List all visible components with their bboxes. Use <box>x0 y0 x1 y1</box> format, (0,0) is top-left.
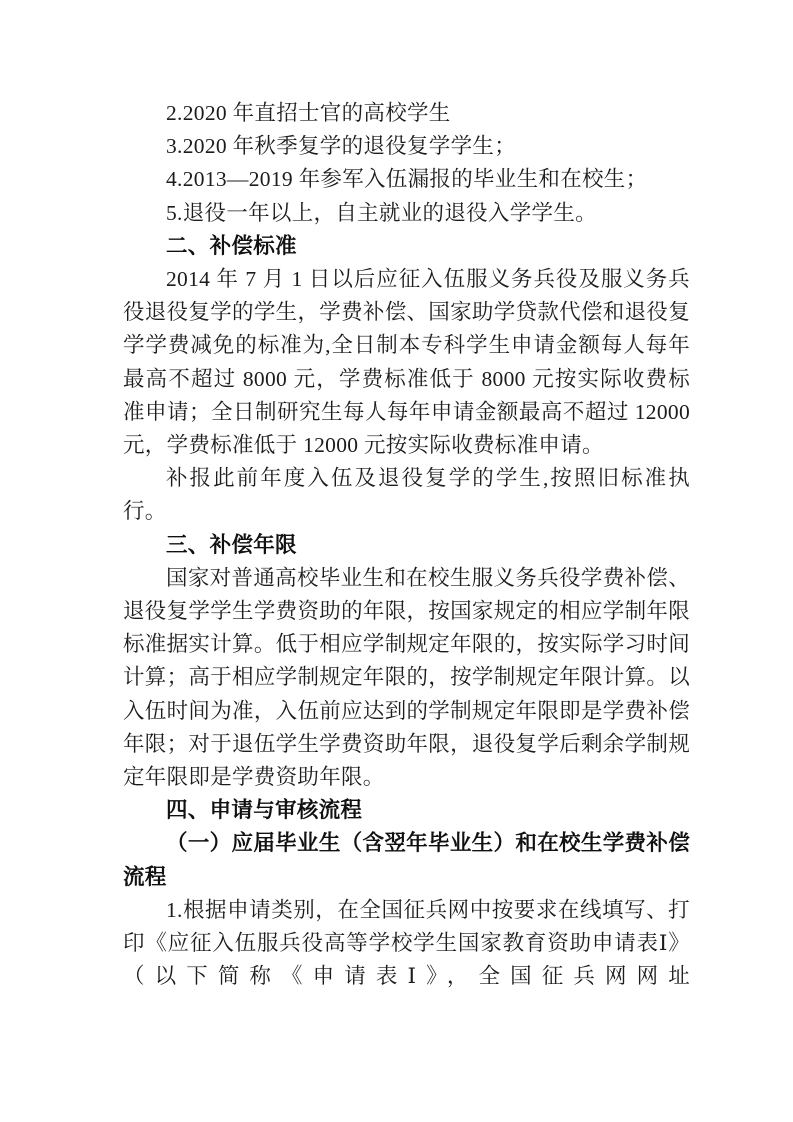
heading-section-3-compensation-years: 三、补偿年限 <box>166 532 297 557</box>
heading-subsection-1-graduates-process: （一）应届毕业生（含翌年毕业生）和在校生学费补偿流程 <box>123 831 690 889</box>
list-item-3: 3.2020 年秋季复学的退役复学学生； <box>166 134 517 159</box>
para-compensation-years-detail: 国家对普通高校毕业生和在校生服义务兵役学费补偿、退役复学学生学费资助的年限，按国家规定的相应学制年限标准据实计算。低于相应学制规定年限的，按实际学习时间计算；高于相应学制规定年限的，按学制规定年限计算。以入伍时间为准，入伍前应达到的学制规定年限即是学费补偿年限；对于退伍学生学费资助年限，退役复学后剩余学制规定年限即是学费资助年限。 <box>123 565 690 790</box>
document-text-block <box>123 97 690 993</box>
heading-section-2-compensation-standard: 二、补偿标准 <box>166 233 297 258</box>
heading-section-4-application-review-process: 四、申请与审核流程 <box>166 798 363 823</box>
para-compensation-standard-detail: 2014 年 7 月 1 日以后应征入伍服义务兵役及服义务兵役退役复学的学生，学费补偿、国家助学贷款代偿和退役复学学费减免的标准为,全日制本专科学生申请金额每人每年最高不超过 8000 元，学费标准低于 8000 元按实际收费标准申请；全日制研究生每人每年申请金额最高不超过 12000 元，学费标准低于 12000 元按实际收费标准申请。 <box>123 267 690 458</box>
list-item-5: 5.退役一年以上，自主就业的退役入学学生。 <box>166 200 597 225</box>
list-item-4: 4.2013—2019 年参军入伍漏报的毕业生和在校生； <box>166 167 648 192</box>
para-application-step-1: 1.根据申请类别，在全国征兵网中按要求在线填写、打印《应征入伍服兵役高等学校学生国家教育资助申请表Ⅰ》（以下简称《申请表Ⅰ》，全国征兵网网址 <box>123 897 690 989</box>
para-old-standard-note: 补报此前年度入伍及退役复学的学生,按照旧标准执行。 <box>123 466 690 524</box>
list-item-2: 2.2020 年直招士官的高校学生 <box>166 101 451 125</box>
